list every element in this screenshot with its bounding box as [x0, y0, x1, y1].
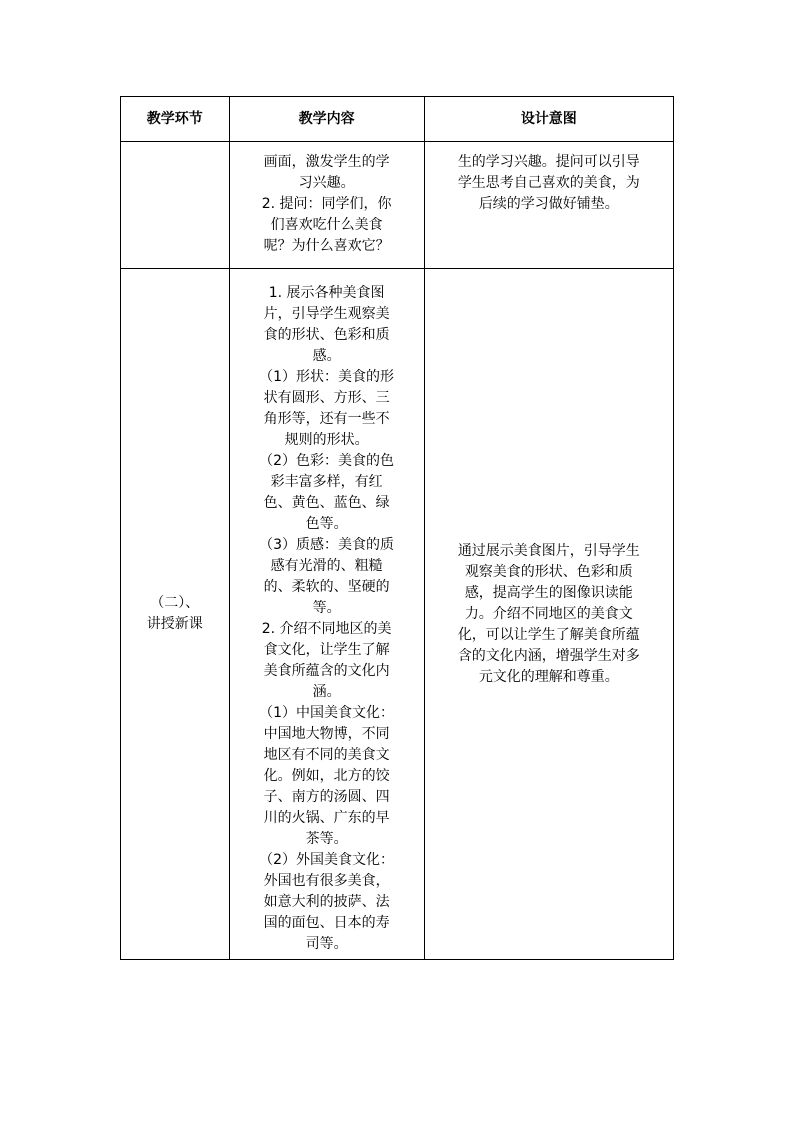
table-row [121, 142, 674, 269]
content-line: 画面，激发学生的学 [263, 154, 390, 170]
header-content: 教学内容 [229, 97, 424, 142]
table-row [121, 269, 674, 960]
stage-line: 讲授新课 [146, 616, 203, 632]
content-line: 食的形状、色彩和质 [263, 327, 390, 343]
content-line: 国的面包、日本的寿 [263, 915, 390, 931]
content-line: 地区有不同的美食文 [263, 747, 390, 763]
stage-cell [121, 142, 230, 269]
content-line: 化。例如，北方的饺 [263, 768, 390, 784]
design-line: 元文化的理解和尊重。 [478, 668, 619, 685]
content-line: （3）质感：美食的质 [259, 537, 395, 553]
design-line: 化，可以让学生了解美食所蕴 [457, 626, 640, 643]
content-line: 呢？为什么喜欢它？ [263, 238, 390, 254]
content-line: 的、柔软的、坚硬的 [263, 579, 390, 595]
content-line: 规则的形状。 [284, 432, 369, 448]
content-line: 色、黄色、蓝色、绿 [263, 495, 390, 511]
content-line: 状有圆形、方形、三 [263, 390, 390, 406]
content-line: 川的火锅、广东的早 [263, 810, 390, 826]
design-cell [424, 269, 673, 960]
design-line: 观察美食的形状、色彩和质 [464, 563, 633, 580]
content-line: 习兴趣。 [298, 175, 355, 191]
design-line: 感，提高学生的图像识读能 [464, 584, 633, 601]
content-line: 感。 [312, 348, 341, 364]
content-line: 彩丰富多样，有红 [270, 474, 383, 490]
content-line: （2）外国美食文化： [259, 852, 395, 868]
content-line: 1. 展示各种美食图 [268, 285, 385, 301]
stage-cell [121, 269, 230, 960]
content-line: （1）中国美食文化： [259, 705, 395, 721]
content-line: 2. 提问：同学们，你 [261, 196, 392, 212]
content-cell [229, 142, 424, 269]
content-line: （1）形状：美食的形 [259, 369, 395, 385]
header-row [121, 97, 674, 142]
content-line: 角形等，还有一些不 [263, 411, 390, 427]
content-line: 中国地大物博，不同 [263, 726, 390, 742]
design-line: 生的学习兴趣。提问可以引导 [457, 154, 640, 170]
content-line: 色等。 [305, 516, 348, 532]
header-stage: 教学环节 [121, 97, 230, 142]
content-line: 等。 [312, 600, 341, 616]
header-design: 设计意图 [424, 97, 673, 142]
content-line: 食文化，让学生了解 [263, 642, 390, 658]
content-line: 片，引导学生观察美 [263, 306, 390, 322]
design-line: 后续的学习做好铺垫。 [478, 196, 619, 212]
stage-line: （二）、 [150, 595, 200, 611]
content-line: 外国也有很多美食， [263, 873, 390, 889]
lesson-plan-table [120, 96, 674, 960]
design-line: 含的文化内涵，增强学生对多 [457, 647, 640, 664]
content-line: 子、南方的汤圆、四 [263, 789, 390, 805]
design-cell [424, 142, 673, 269]
design-line: 通过展示美食图片，引导学生 [457, 542, 640, 559]
content-line: 茶等。 [305, 831, 348, 847]
content-line: 美食所蕴含的文化内 [263, 663, 390, 679]
design-line: 学生思考自己喜欢的美食，为 [457, 175, 640, 191]
content-line: （2）色彩：美食的色 [259, 453, 395, 469]
content-cell [229, 269, 424, 960]
content-line: 涵。 [312, 684, 341, 700]
content-line: 们喜欢吃什么美食 [270, 217, 383, 233]
content-line: 2. 介绍不同地区的美 [261, 621, 392, 637]
content-line: 如意大利的披萨、法 [263, 894, 390, 910]
content-line: 司等。 [305, 936, 348, 952]
design-line: 力。介绍不同地区的美食文 [464, 605, 633, 622]
content-line: 感有光滑的、粗糙 [270, 558, 383, 574]
